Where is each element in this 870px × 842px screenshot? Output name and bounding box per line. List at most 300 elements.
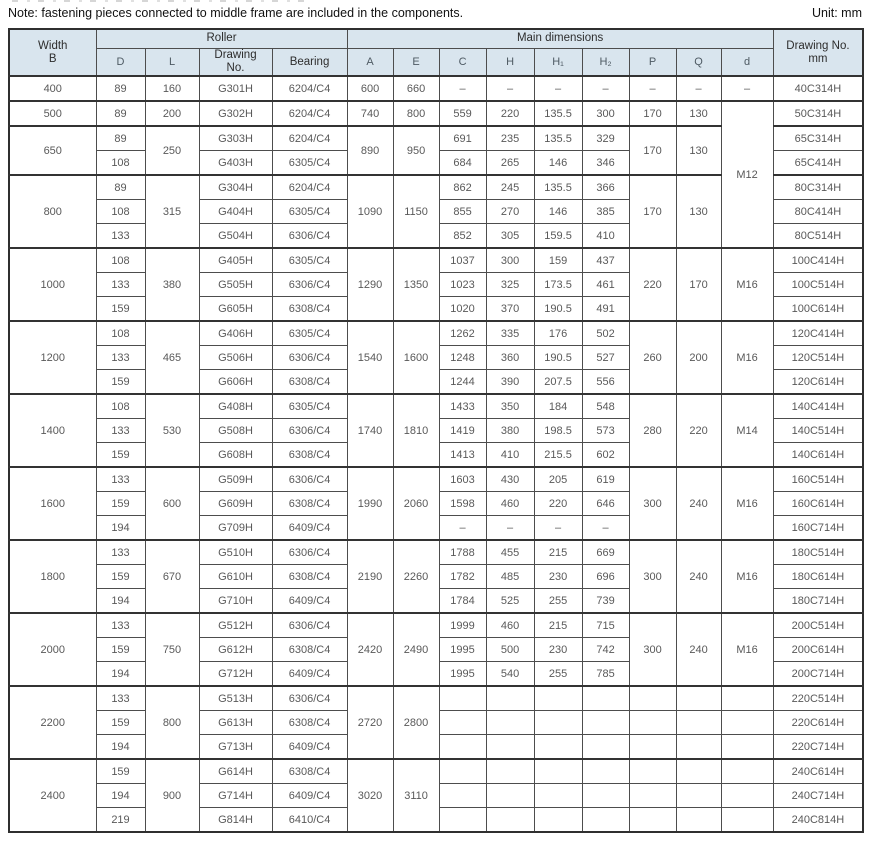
cell-c: 1788 [439,540,486,565]
cell-h2: 502 [582,321,629,346]
cell-h1: 215 [534,540,582,565]
table-row [9,101,863,126]
cell-h1: 207.5 [534,370,582,395]
cell-roller-drawing-no: G605H [199,297,272,322]
cell-roller-drawing-no: G513H [199,686,272,711]
cell-roller-drawing-no: G714H [199,784,272,808]
cell-p: 300 [629,613,676,686]
cell-bearing: 6306/C4 [272,346,347,370]
cell-p [629,686,676,711]
cell-q [676,759,721,784]
cell-roller-d: 133 [96,613,145,638]
cell-roller-d: 108 [96,248,145,273]
col-header-main-dimensions-group: Main dimensions [347,29,773,49]
cell-bearing: 6409/C4 [272,662,347,687]
cell-drawing-no-mm: 180C514H [773,540,863,565]
cell-a: 2190 [347,540,393,613]
cell-q [676,735,721,760]
cell-h: 430 [486,467,534,492]
cell-bearing: 6306/C4 [272,467,347,492]
cell-bearing: 6308/C4 [272,297,347,322]
cell-h: 410 [486,443,534,468]
cell-h2 [582,759,629,784]
cell-a: 3020 [347,759,393,832]
cell-h: 500 [486,638,534,662]
cell-width-b: 800 [9,175,96,248]
cell-c: 1782 [439,565,486,589]
cell-q: 130 [676,101,721,126]
clipped-text-fragment [12,0,312,2]
cell-roller-d: 219 [96,808,145,833]
cell-a: 1090 [347,175,393,248]
cell-h: 540 [486,662,534,687]
cell-q: 240 [676,540,721,613]
cell-c: 1995 [439,638,486,662]
cell-e: 1810 [393,394,439,467]
cell-h: 360 [486,346,534,370]
cell-c: 559 [439,101,486,126]
cell-c: 1020 [439,297,486,322]
cell-e: 1350 [393,248,439,321]
cell-h [486,686,534,711]
cell-h2: 715 [582,613,629,638]
cell-c: 1603 [439,467,486,492]
cell-q: 200 [676,321,721,394]
cell-drawing-no-mm: 240C714H [773,784,863,808]
cell-c: 1598 [439,492,486,516]
cell-h2: – [582,76,629,101]
cell-bearing: 6308/C4 [272,759,347,784]
cell-h: 300 [486,248,534,273]
cell-roller-d: 89 [96,101,145,126]
cell-bearing: 6306/C4 [272,686,347,711]
cell-h1: 230 [534,638,582,662]
cell-h: 245 [486,175,534,200]
cell-drawing-no-mm: 40C314H [773,76,863,101]
cell-roller-d: 133 [96,346,145,370]
cell-h1: 215.5 [534,443,582,468]
cell-c: 1999 [439,613,486,638]
cell-bearing: 6306/C4 [272,540,347,565]
cell-e: 800 [393,101,439,126]
cell-c: 1262 [439,321,486,346]
cell-d-thread [721,735,773,760]
cell-c: – [439,76,486,101]
cell-h2: 619 [582,467,629,492]
col-header-roller-group: Roller [96,29,347,49]
cell-h1: 220 [534,492,582,516]
cell-drawing-no-mm: 220C714H [773,735,863,760]
cell-drawing-no-mm: 100C614H [773,297,863,322]
cell-h2: 437 [582,248,629,273]
cell-drawing-no-mm: 220C614H [773,711,863,735]
cell-bearing: 6305/C4 [272,200,347,224]
cell-roller-drawing-no: G504H [199,224,272,249]
cell-bearing: 6306/C4 [272,224,347,249]
cell-roller-d: 159 [96,565,145,589]
cell-c: 1413 [439,443,486,468]
cell-p [629,808,676,833]
cell-bearing: 6204/C4 [272,126,347,151]
cell-a: 740 [347,101,393,126]
cell-p [629,735,676,760]
cell-h2: 696 [582,565,629,589]
cell-roller-l: 160 [145,76,199,101]
cell-h1: 215 [534,613,582,638]
cell-roller-d: 159 [96,759,145,784]
cell-drawing-no-mm: 100C414H [773,248,863,273]
cell-roller-d: 194 [96,589,145,614]
cell-c: 684 [439,151,486,176]
cell-roller-l: 200 [145,101,199,126]
cell-c [439,808,486,833]
col-header-d: D [96,49,145,77]
cell-h: 370 [486,297,534,322]
cell-a: 1740 [347,394,393,467]
dimensions-table [8,28,864,833]
cell-h1: 176 [534,321,582,346]
cell-drawing-no-mm: 80C514H [773,224,863,249]
table-row [9,540,863,565]
cell-h [486,735,534,760]
cell-h2 [582,808,629,833]
cell-h1: 146 [534,200,582,224]
cell-h [486,784,534,808]
cell-drawing-no-mm: 180C614H [773,565,863,589]
cell-p: 300 [629,540,676,613]
cell-roller-d: 89 [96,175,145,200]
table-row [9,686,863,711]
cell-roller-drawing-no: G408H [199,394,272,419]
cell-roller-drawing-no: G505H [199,273,272,297]
cell-p: 220 [629,248,676,321]
cell-roller-d: 159 [96,297,145,322]
cell-h: 390 [486,370,534,395]
cell-roller-d: 194 [96,516,145,541]
cell-drawing-no-mm: 140C514H [773,419,863,443]
cell-roller-drawing-no: G404H [199,200,272,224]
cell-q: 240 [676,613,721,686]
cell-h1 [534,686,582,711]
cell-p [629,711,676,735]
cell-roller-d: 89 [96,126,145,151]
cell-c [439,759,486,784]
cell-width-b: 2200 [9,686,96,759]
cell-roller-d: 133 [96,273,145,297]
cell-bearing: 6204/C4 [272,76,347,101]
cell-e: 2800 [393,686,439,759]
cell-roller-d: 194 [96,784,145,808]
cell-width-b: 1400 [9,394,96,467]
cell-drawing-no-mm: 50C314H [773,101,863,126]
col-header-h2: H₂ [582,49,629,77]
cell-q: 220 [676,394,721,467]
cell-drawing-no-mm: 80C414H [773,200,863,224]
cell-h: 460 [486,613,534,638]
cell-roller-drawing-no: G606H [199,370,272,395]
cell-bearing: 6409/C4 [272,735,347,760]
cell-h2: 785 [582,662,629,687]
col-header-l: L [145,49,199,77]
cell-bearing: 6305/C4 [272,248,347,273]
cell-p: 300 [629,467,676,540]
cell-roller-drawing-no: G609H [199,492,272,516]
cell-h2: 461 [582,273,629,297]
cell-bearing: 6308/C4 [272,565,347,589]
cell-d-thread: M16 [721,613,773,686]
cell-h: 325 [486,273,534,297]
cell-h2: 385 [582,200,629,224]
cell-c [439,784,486,808]
cell-d-thread: M12 [721,101,773,248]
cell-width-b: 1800 [9,540,96,613]
cell-h2: 573 [582,419,629,443]
cell-h2: 491 [582,297,629,322]
cell-roller-d: 159 [96,492,145,516]
cell-h1 [534,759,582,784]
cell-roller-drawing-no: G303H [199,126,272,151]
cell-h1: – [534,516,582,541]
cell-bearing: 6409/C4 [272,589,347,614]
col-header-drawing-no: Drawing No. [199,49,272,77]
table-row [9,248,863,273]
cell-roller-d: 108 [96,200,145,224]
cell-roller-d: 159 [96,370,145,395]
cell-a: 1290 [347,248,393,321]
cell-c: 1244 [439,370,486,395]
cell-c [439,711,486,735]
cell-q: 170 [676,248,721,321]
cell-roller-drawing-no: G613H [199,711,272,735]
cell-roller-d: 194 [96,662,145,687]
cell-h2: 669 [582,540,629,565]
cell-p: 170 [629,175,676,248]
cell-h1: 198.5 [534,419,582,443]
cell-h: 335 [486,321,534,346]
cell-h2: 742 [582,638,629,662]
cell-h [486,808,534,833]
cell-width-b: 400 [9,76,96,101]
cell-drawing-no-mm: 200C614H [773,638,863,662]
cell-roller-drawing-no: G710H [199,589,272,614]
col-header-p: P [629,49,676,77]
cell-h: 220 [486,101,534,126]
cell-roller-drawing-no: G403H [199,151,272,176]
cell-d-thread [721,759,773,784]
cell-c: 1784 [439,589,486,614]
cell-c [439,686,486,711]
cell-c: 691 [439,126,486,151]
cell-roller-drawing-no: G302H [199,101,272,126]
cell-e: 3110 [393,759,439,832]
cell-q: 130 [676,126,721,175]
col-header-bearing: Bearing [272,49,347,77]
cell-bearing: 6308/C4 [272,492,347,516]
cell-roller-d: 133 [96,224,145,249]
cell-h1: 205 [534,467,582,492]
cell-h1: 173.5 [534,273,582,297]
cell-h2: 646 [582,492,629,516]
cell-drawing-no-mm: 65C314H [773,126,863,151]
table-row [9,613,863,638]
cell-drawing-no-mm: 140C414H [773,394,863,419]
unit-label: Unit: mm [812,6,862,20]
cell-roller-drawing-no: G614H [199,759,272,784]
cell-roller-l: 250 [145,126,199,175]
cell-a: 2720 [347,686,393,759]
cell-d-thread: M16 [721,248,773,321]
col-header-q: Q [676,49,721,77]
cell-roller-l: 800 [145,686,199,759]
cell-width-b: 2400 [9,759,96,832]
cell-h: – [486,516,534,541]
cell-bearing: 6308/C4 [272,370,347,395]
table-row [9,394,863,419]
cell-roller-d: 108 [96,321,145,346]
cell-c: 852 [439,224,486,249]
cell-p: 170 [629,101,676,126]
cell-roller-d: 133 [96,540,145,565]
cell-roller-d: 133 [96,467,145,492]
cell-q [676,711,721,735]
cell-c: 1419 [439,419,486,443]
cell-roller-drawing-no: G512H [199,613,272,638]
cell-roller-l: 530 [145,394,199,467]
cell-h2: 346 [582,151,629,176]
cell-e: 2060 [393,467,439,540]
cell-bearing: 6308/C4 [272,711,347,735]
cell-c: 1433 [439,394,486,419]
cell-d-thread: M16 [721,321,773,394]
cell-h2: – [582,516,629,541]
cell-h1: 255 [534,589,582,614]
cell-p [629,759,676,784]
cell-e: 660 [393,76,439,101]
table-row [9,759,863,784]
cell-h1: 190.5 [534,346,582,370]
cell-h1: 135.5 [534,126,582,151]
cell-roller-d: 108 [96,151,145,176]
cell-h: 380 [486,419,534,443]
cell-width-b: 2000 [9,613,96,686]
cell-h2: 329 [582,126,629,151]
cell-roller-drawing-no: G709H [199,516,272,541]
cell-roller-d: 108 [96,394,145,419]
cell-h1 [534,808,582,833]
cell-roller-l: 600 [145,467,199,540]
cell-c: 1248 [439,346,486,370]
cell-h2 [582,784,629,808]
cell-roller-l: 670 [145,540,199,613]
col-header-c: C [439,49,486,77]
cell-e: 950 [393,126,439,175]
col-header-h1: H₁ [534,49,582,77]
cell-q: – [676,76,721,101]
cell-roller-l: 315 [145,175,199,248]
cell-h2: 366 [582,175,629,200]
cell-roller-d: 159 [96,711,145,735]
cell-roller-d: 194 [96,735,145,760]
cell-roller-drawing-no: G406H [199,321,272,346]
cell-bearing: 6308/C4 [272,638,347,662]
cell-bearing: 6204/C4 [272,101,347,126]
cell-h [486,759,534,784]
col-header-width-b: Width B [9,29,96,76]
cell-d-thread [721,808,773,833]
cell-h1 [534,711,582,735]
cell-h2 [582,711,629,735]
cell-h2: 556 [582,370,629,395]
cell-c: 1023 [439,273,486,297]
cell-roller-drawing-no: G814H [199,808,272,833]
col-header-d-thread: d [721,49,773,77]
cell-drawing-no-mm: 120C414H [773,321,863,346]
cell-roller-d: 133 [96,419,145,443]
cell-h1: 146 [534,151,582,176]
cell-c: 862 [439,175,486,200]
cell-h2: 739 [582,589,629,614]
table-row [9,467,863,492]
cell-bearing: 6409/C4 [272,784,347,808]
cell-c: – [439,516,486,541]
cell-a: 600 [347,76,393,101]
cell-d-thread: M16 [721,540,773,613]
cell-drawing-no-mm: 240C814H [773,808,863,833]
cell-h1: 135.5 [534,101,582,126]
cell-h: – [486,76,534,101]
cell-h [486,711,534,735]
cell-e: 1600 [393,321,439,394]
cell-bearing: 6306/C4 [272,273,347,297]
cell-h2: 602 [582,443,629,468]
cell-roller-l: 380 [145,248,199,321]
cell-bearing: 6306/C4 [272,613,347,638]
cell-e: 2490 [393,613,439,686]
cell-h2: 410 [582,224,629,249]
cell-drawing-no-mm: 180C714H [773,589,863,614]
cell-d-thread [721,784,773,808]
cell-drawing-no-mm: 80C314H [773,175,863,200]
cell-c: 1037 [439,248,486,273]
cell-width-b: 1600 [9,467,96,540]
cell-bearing: 6305/C4 [272,151,347,176]
cell-h2 [582,735,629,760]
cell-drawing-no-mm: 240C614H [773,759,863,784]
cell-drawing-no-mm: 160C614H [773,492,863,516]
cell-h2 [582,686,629,711]
cell-p: 170 [629,126,676,175]
cell-h1: 159 [534,248,582,273]
cell-h1 [534,784,582,808]
cell-h1: 230 [534,565,582,589]
cell-c: 1995 [439,662,486,687]
cell-roller-drawing-no: G612H [199,638,272,662]
cell-bearing: 6305/C4 [272,321,347,346]
cell-roller-d: 133 [96,686,145,711]
cell-drawing-no-mm: 200C714H [773,662,863,687]
cell-h: 455 [486,540,534,565]
col-header-e: E [393,49,439,77]
cell-h1: – [534,76,582,101]
col-header-a: A [347,49,393,77]
cell-q [676,808,721,833]
cell-d-thread: – [721,76,773,101]
cell-a: 890 [347,126,393,175]
cell-h1: 184 [534,394,582,419]
cell-h: 525 [486,589,534,614]
note-text: Note: fastening pieces connected to middle frame are included in the components. [8,6,464,20]
cell-h1: 190.5 [534,297,582,322]
